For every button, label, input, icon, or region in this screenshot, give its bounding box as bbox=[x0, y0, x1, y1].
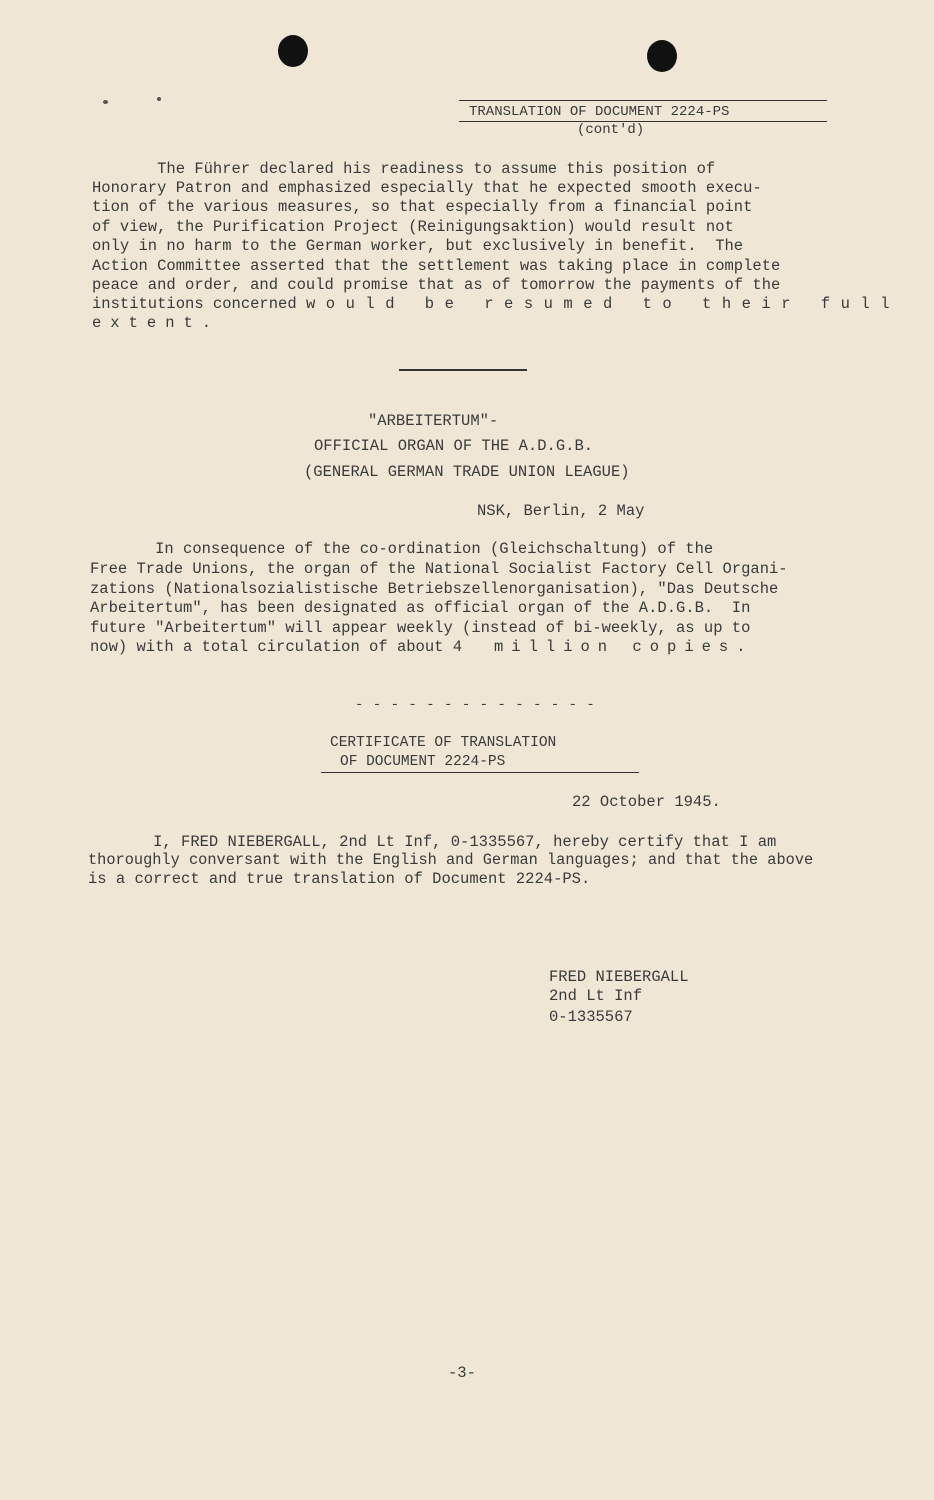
article-title: "ARBEITERTUM"- bbox=[368, 412, 499, 430]
certificate-title-2: OF DOCUMENT 2224-PS bbox=[340, 754, 506, 770]
para1-last-line: extent. bbox=[92, 314, 221, 332]
article-subtitle: OFFICIAL ORGAN OF THE A.D.G.B. bbox=[314, 437, 594, 455]
para2-line: future "Arbeitertum" will appear weekly (instead of bi-weekly, as up to bbox=[90, 619, 751, 637]
para2-line: Arbeitertum", has been designated as official organ of the A.D.G.B. In bbox=[90, 599, 751, 617]
para1-line: The Führer declared his readiness to assume this position of bbox=[92, 160, 716, 178]
para1-line: Action Committee asserted that the settlement was taking place in complete bbox=[92, 257, 781, 275]
dashed-separator: - - - - - - - - - - - - - - bbox=[355, 697, 596, 713]
certificate-title: CERTIFICATE OF TRANSLATION bbox=[330, 735, 557, 751]
document-header-title: TRANSLATION OF DOCUMENT 2224-PS bbox=[469, 104, 730, 120]
para1-line: Honorary Patron and emphasized especially that he expected smooth execu- bbox=[92, 179, 762, 197]
para1-line-spaced: would be resumed to their full bbox=[306, 295, 901, 313]
certificate-body-line: thoroughly conversant with the English and German languages; and that the above bbox=[88, 851, 814, 869]
para2-line: Free Trade Unions, the organ of the National Socialist Factory Cell Organi- bbox=[90, 560, 788, 578]
ink-mark bbox=[157, 97, 161, 101]
punch-hole-right bbox=[647, 40, 677, 72]
ink-mark bbox=[103, 100, 108, 104]
para1-line: institutions concerned bbox=[92, 295, 297, 313]
para1-line: of view, the Purification Project (Reinigungsaktion) would result not bbox=[92, 218, 734, 236]
signature-name: FRED NIEBERGALL bbox=[549, 968, 689, 986]
header-rule-top bbox=[459, 100, 827, 101]
para2-last-line-spaced: million copies. bbox=[494, 638, 754, 656]
para2-line: zations (Nationalsozialistische Betriebszellenorganisation), "Das Deutsche bbox=[90, 580, 779, 598]
certificate-body-line: is a correct and true translation of Document 2224-PS. bbox=[88, 870, 591, 888]
certificate-body-line: I, FRED NIEBERGALL, 2nd Lt Inf, 0-1335567, hereby certify that I am bbox=[88, 833, 777, 851]
para1-line: tion of the various measures, so that especially from a financial point bbox=[92, 198, 753, 216]
certificate-date: 22 October 1945. bbox=[572, 793, 721, 811]
signature-rank: 2nd Lt Inf bbox=[549, 987, 643, 1005]
article-subtitle-2: (GENERAL GERMAN TRADE UNION LEAGUE) bbox=[304, 463, 630, 481]
para2-last-line: now) with a total circulation of about 4 bbox=[90, 638, 463, 656]
certificate-title-underline bbox=[321, 772, 639, 773]
section-divider bbox=[399, 369, 527, 371]
signature-serial: 0-1335567 bbox=[549, 1008, 633, 1026]
para2-line: In consequence of the co-ordination (Gleichschaltung) of the bbox=[90, 540, 714, 558]
document-header-contd: (cont'd) bbox=[577, 122, 645, 138]
punch-hole-left bbox=[278, 35, 308, 67]
para1-line: peace and order, and could promise that as of tomorrow the payments of the bbox=[92, 276, 781, 294]
para1-line: only in no harm to the German worker, but exclusively in benefit. The bbox=[92, 237, 744, 255]
page-number: -3- bbox=[448, 1364, 476, 1382]
article-dateline: NSK, Berlin, 2 May bbox=[477, 502, 645, 520]
